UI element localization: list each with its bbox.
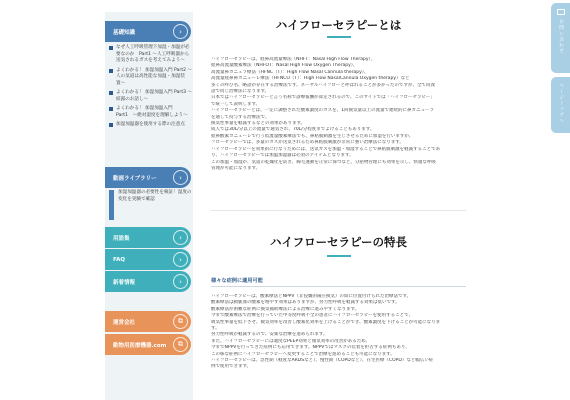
bullet-icon [109,91,113,95]
body-line: ハイフローセラピーは、急性期（軽度なARDSなど）、慢性期（COPDなど）、在宅医療（COPD）など幅広い症 [211,358,434,364]
body-line: ハイフローセラピーとは、一定に調整された酸素濃度のガスを、1回換気量以上の流量で連続的に鼻カニューラ [211,108,434,114]
bullet-icon [109,107,113,111]
section-divider [211,210,466,211]
sidebar-nav-label: 用語集 [113,235,130,242]
body-line: 換気性事量を軽減するなどの効果があります。 [211,121,306,127]
body-line: り、ハイフローセラピーでは加温加湿器は必須のアイテムとなります。 [211,153,354,159]
body-line: 経鼻高流量酸素療法（NHFOT：Nasal High Flow Oxygen Therapy）、 [211,63,358,69]
chevron-right-icon: › [173,274,188,289]
sidebar-article-list [109,45,193,132]
body-line: を通して投与する治療法で、 [211,114,270,120]
body-line: す。 [211,326,220,332]
sidebar-section-video-library[interactable] [105,167,191,188]
banner-text: 加湿加温器の必要性を検証！湿度の変化を実験で確認 [118,190,192,202]
sidebar-article-link[interactable]: よくわかる！ 加湿加温入門 Part3 〜結露のお話し〜 [109,90,193,103]
body-line: 吸気性事量を低下させ、微気効率を改善し酸素化効率を上げることができ、酸素濃度を下げることが可能になりま [211,319,441,325]
external-link-icon: ⧉ [173,314,188,329]
sidebar-nav-faq[interactable] [105,249,191,270]
sidebar-nav-label: FAQ [113,256,126,263]
body-line: 経鼻酸素カニューレで行う低流量酸素療法でも、鼻粘膜刺激を生じさせるために加湿を行いますが、 [211,133,414,139]
body-line: フローセラピーでは、多量のガスが送気されるため鼻粘膜刺激が非常に強い治療法になります。 [211,140,404,146]
body-line: また、ハイフローセラピーには適度なPEEP効果と微気効率の改善があるため、 [211,338,371,344]
body-line: 多くの呼び名、略語が存在する治療法です。ネーザルハイフローと呼ばれることが多かったのですが、全て同義 [211,82,435,88]
bullet-icon [109,46,113,50]
sidebar-nav-glossary[interactable] [105,227,191,248]
chevron-right-icon: › [173,230,188,245]
sidebar-article-link[interactable]: よくわかる！ 加湿加温入門 Part1 〜絶対湿度を理解しよう〜 [109,106,193,119]
sidebar-link-company[interactable] [105,311,191,332]
body-line: 管理が可能になります。 [211,165,261,171]
mail-icon [557,9,565,15]
body-line: で統一して説明します。 [211,101,261,107]
external-link-icon: ⧉ [173,337,188,352]
bullet-icon [109,69,113,73]
bullet-icon [109,123,113,127]
sidebar-link-medical-devices[interactable] [105,334,191,355]
body-line: 語で同じ治療法になります。 [211,89,270,95]
sidebar-nav-news[interactable] [105,271,191,292]
chevron-right-icon: › [173,24,188,39]
body-line: 努力性呼吸が軽減するので、安楽な治療を進められます。 [211,332,328,338]
chevron-right-icon: › [173,252,188,267]
sidebar-article-link[interactable]: なぜ人工呼吸管理下加湿・加温が必要なのか Part1 〜人工呼吸器から送気されるガスを考えてみよう〜 [109,45,193,65]
sidebar-link-label: 運営会社 [113,319,136,326]
body-line: 例で使用できます。 [211,364,252,370]
chevron-right-icon: › [173,170,188,185]
sidebar [105,12,193,400]
sidebar-section-basics[interactable] [105,21,191,42]
body-line: 成人では30L/分以上の流量で通気され、70L/分程度までよけることもあります。 [211,127,375,133]
body-line: ハイフローセラピーは、経鼻高流量療法（NHFT：Nasal High Flow Therapy）、 [211,57,376,62]
body-line: 高流量鼻カニュラ療法（HFNC（T）：High Flow Nasal Cannula therapy）、 [211,69,369,75]
body-line: 酸素療法は動脈血の酸素を増やす効果はありますが、努力性呼吸を軽減する効果は低いです。 [211,300,400,306]
section-subheading: 様々な症例に適用可能 [211,277,466,287]
body-line: この様な症例にハイフローセラピーへ変更することで治療を進めることも可能になります。 [211,351,395,357]
contact-tab[interactable] [551,3,570,73]
body-line: ハイフローセラピーを効果的に行なうためには、送気ガスを加温・加湿することで鼻粘膜刺激を軽減することであ [211,146,441,152]
page-top-tab[interactable] [551,77,570,133]
title-underline [327,36,351,38]
sidebar-article-link[interactable]: 加湿加温器を使用する際の注意点 [109,122,193,129]
body-line: ハイフローセラピーは、酸素療法とNPPV（非侵襲的陽圧換気）の間に位置付けられた治療法です。 [211,294,412,299]
body-line: 今までNPPVを行ってきた症例にも応用できます。NPPVではマスクの装着を拒否する症例もあり、 [211,345,410,351]
sidebar-nav-label: 新着情報 [113,279,136,286]
section-title: ハイフローセラピーの特長 [270,235,407,249]
sidebar-article-link[interactable]: よくわかる！ 加湿加温入門 Part2 〜人の気道は高性能な加温・加湿装置〜 [109,68,193,88]
contact-tab-label: お問い合わせ [558,19,563,54]
page-top-tab-label: ページトップへ [558,83,563,124]
section-body [211,57,466,172]
sidebar-link-label: 動物用医療機器.com [113,342,167,349]
title-underline [327,255,351,257]
section-body [211,294,466,371]
body-line: この加温・加湿が、気道の乾燥化を防ぎ、線毛運動を正常に保つなど、分泌物管理にも効果を示し、快適な呼吸 [211,159,436,165]
banner-accent [109,190,114,220]
body-line: 酸素療法が困難な症例に換気補助療法による治療に進みやすくなります。 [211,306,360,312]
sidebar-section-label: 動画ライブラリー [113,175,157,182]
section-title: ハイフローセラピーとは [275,18,402,32]
body-line: 今まで酸素療法で治療を行っていた中等度呼吸不全の患者にハイフローセラピーを使用することで、 [211,313,414,319]
video-banner[interactable] [109,190,193,224]
sidebar-section-label: 基礎知識 [113,29,136,36]
body-line: 高流量経鼻鼻カニューレ療法（HFNCO（T）：High Flow NasalCannula Oxygen therapy）など [211,76,410,82]
body-line: 日本ではハイフローセラピーと言う名称で診療報酬が算定されるので、このサイトでは「ハイフローセラピー」 [211,95,435,101]
